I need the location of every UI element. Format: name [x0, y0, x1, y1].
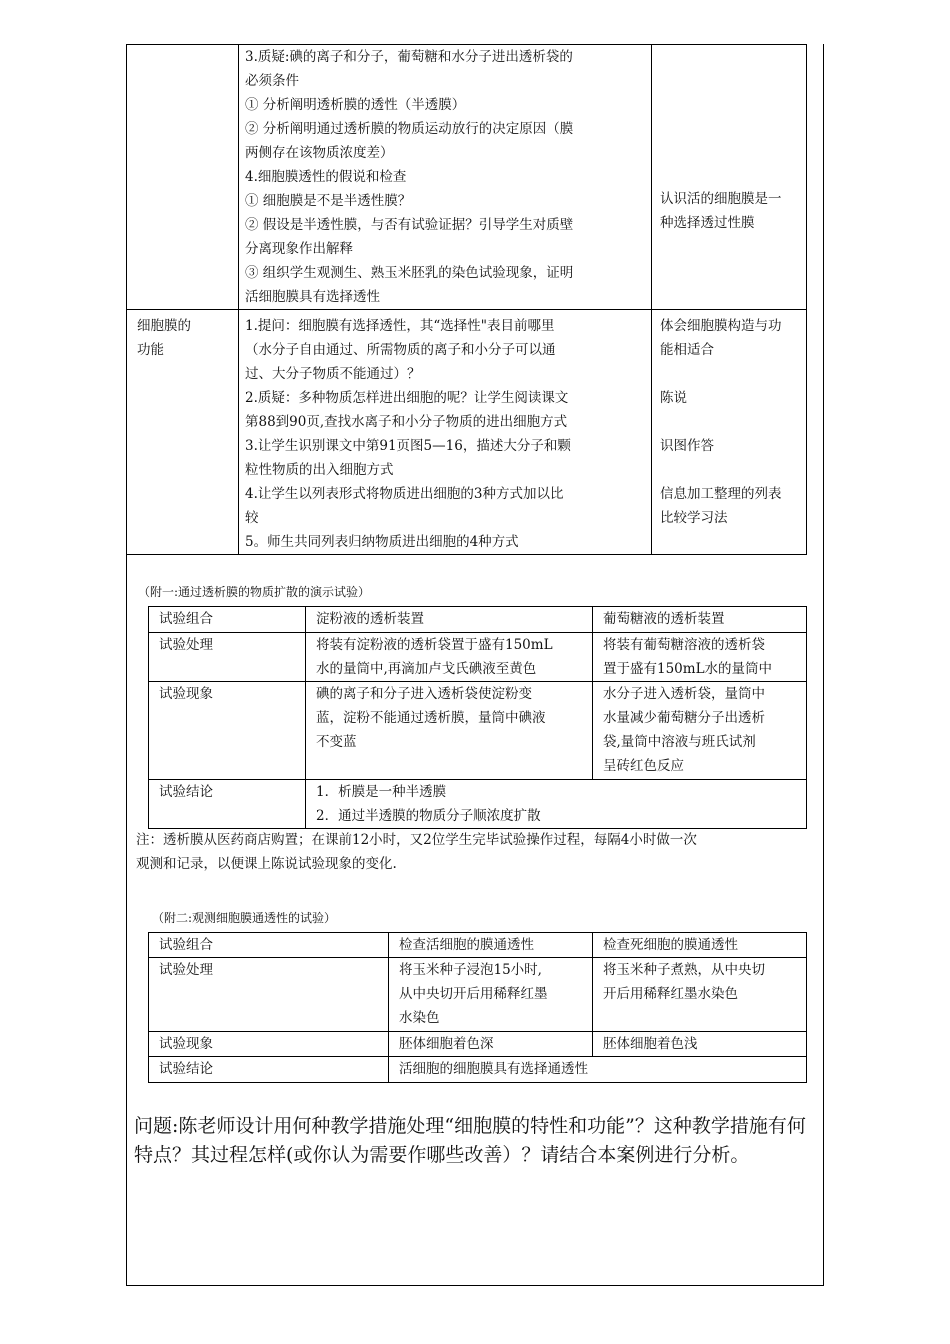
appendix1-table	[148, 606, 807, 829]
purpose-line: 比较学习法	[660, 510, 728, 526]
activity-line: 分离现象作出解释	[245, 241, 353, 257]
cell-line: 呈砖红色反应	[603, 758, 684, 774]
note-line: 注：透析膜从医药商店购置；在课前12小时，又2位学生完毕试验操作过程，每隔4小时做一次	[136, 832, 697, 848]
activity-line: 较	[245, 510, 259, 526]
purpose-line: 信息加工整理的列表	[660, 486, 782, 502]
cell-line: 水量减少葡萄糖分子出透析	[603, 710, 765, 726]
table-row	[149, 633, 807, 682]
activity-line: ② 假设是半透性膜，与否有试验证据？引导学生对质壁	[245, 217, 574, 233]
cell-line: 胚体细胞着色深	[399, 1036, 494, 1052]
activity-line: 2.质疑：多种物质怎样进出细胞的呢？让学生阅读课文	[245, 390, 569, 406]
table-row	[127, 45, 807, 310]
cell-line: 碘的离子和分子进入透析袋使淀粉变	[316, 686, 532, 702]
activity-line: 4.细胞膜透性的假说和检查	[245, 169, 407, 185]
purpose-line: 种选择透过性膜	[660, 215, 755, 231]
cell-line: 将玉米种子煮熟，从中央切	[603, 962, 765, 978]
table-row	[127, 310, 807, 555]
activity-line: 活细胞膜具有选择透性	[245, 289, 380, 305]
row-label: 试验处理	[159, 962, 213, 978]
activity-cell	[239, 310, 652, 555]
cell-line: 水的量筒中,再滴加卢戈氏碘液至黄色	[316, 661, 537, 677]
purpose-line: 能相适合	[660, 342, 714, 358]
topic-cell	[127, 310, 239, 555]
cell-line: 将玉米种子浸泡15小时,	[399, 962, 542, 978]
row-label: 试验现象	[159, 1036, 213, 1052]
table-row	[149, 682, 807, 780]
row-label: 试验结论	[159, 784, 213, 800]
purpose-line	[660, 362, 800, 386]
table-row	[149, 958, 807, 1032]
appendix2-table	[148, 932, 807, 1083]
cell-line: 开后用稀释红墨水染色	[603, 986, 738, 1002]
purpose-line: 陈说	[660, 390, 687, 406]
cell-line: 蓝，淀粉不能通过透析膜，量筒中碘液	[316, 710, 546, 726]
cell-line: 置于盛有150mL水的量筒中	[603, 661, 773, 677]
question-text: 问题:陈老师设计用何种教学措施处理“细胞膜的特性和功能”？这种教学措施有何特点？其过程怎样(或你认为需要作哪些改善）？请结合本案例进行分析。	[134, 1115, 806, 1166]
conclusion-line: 1．析膜是一种半透膜	[316, 784, 447, 800]
activity-line: 过、大分子物质不能通过）？	[245, 366, 421, 382]
purpose-line	[660, 410, 800, 434]
purpose-line	[660, 458, 800, 482]
activity-line: 4.让学生以列表形式将物质进出细胞的3种方式加以比	[245, 486, 564, 502]
activity-line: 3.让学生识别课文中第91页图5—16，描述大分子和颗	[245, 438, 571, 454]
header-cell: 葡萄糖液的透析装置	[603, 611, 725, 627]
activity-line: ③ 组织学生观测生、熟玉米胚乳的染色试验现象，证明	[245, 265, 574, 281]
header-cell: 淀粉液的透析装置	[316, 611, 424, 627]
table-row	[149, 1032, 807, 1057]
activity-line: ① 分析阐明透析膜的透性（半透膜）	[245, 97, 466, 113]
appendix1-caption: （附一:通过透析膜的物质扩散的演示试验）	[138, 585, 371, 599]
topic-line: 细胞膜的	[137, 318, 191, 334]
table-row	[149, 780, 807, 829]
cell-line: 胚体细胞着色浅	[603, 1036, 698, 1052]
table-row	[149, 933, 807, 958]
appendix2-caption: （附二:观测细胞膜通透性的试验）	[152, 911, 337, 925]
purpose-line: 认识活的细胞膜是一	[660, 191, 782, 207]
topic-line: 功能	[137, 342, 164, 358]
cell-line: 不变蓝	[316, 734, 357, 750]
note-line: 观测和记录，以便课上陈说试验现象的变化.	[136, 856, 397, 872]
activity-line: ② 分析阐明通过透析膜的物质运动放行的决定原因（膜	[245, 121, 574, 137]
topic-cell	[127, 45, 239, 310]
purpose-cell	[652, 45, 807, 310]
activity-line: 1.提问：细胞膜有选择透性，其“选择性"表目前哪里	[245, 318, 555, 334]
conclusion-line: 2．通过半透膜的物质分子顺浓度扩散	[316, 808, 541, 824]
cell-line: 从中央切开后用稀释红墨	[399, 986, 548, 1002]
activity-line: 5。师生共同列表归纳物质进出细胞的4种方式	[245, 534, 519, 550]
conclusion-line: 活细胞的细胞膜具有选择通透性	[399, 1061, 588, 1077]
purpose-line: 识图作答	[660, 438, 714, 454]
activity-line: 必须条件	[245, 73, 299, 89]
activity-line: 第88到90页,查找水离子和小分子物质的进出细胞方式	[245, 414, 568, 430]
activity-line: 两侧存在该物质浓度差）	[245, 145, 394, 161]
cell-line: 水分子进入透析袋，量筒中	[603, 686, 765, 702]
row-label: 试验结论	[159, 1061, 213, 1077]
activity-line: （水分子自由通过、所需物质的离子和小分子可以通	[245, 342, 556, 358]
header-cell: 检查死细胞的膜通透性	[603, 937, 738, 953]
cell-line: 将装有葡萄糖溶液的透析袋	[603, 637, 765, 653]
activity-line: 粒性物质的出入细胞方式	[245, 462, 394, 478]
cell-line: 将装有淀粉液的透析袋置于盛有150mL	[316, 637, 553, 653]
lesson-table	[126, 44, 807, 555]
cell-line: 袋,量筒中溶液与班氏试剂	[603, 734, 756, 750]
activity-cell	[239, 45, 652, 310]
table-row	[149, 1057, 807, 1083]
activity-line: 3.质疑:碘的离子和分子，葡萄糖和水分子进出透析袋的	[245, 49, 573, 65]
header-cell: 试验组合	[159, 611, 213, 627]
table-row	[149, 607, 807, 633]
purpose-line: 体会细胞膜构造与功	[660, 318, 782, 334]
activity-line: ① 细胞膜是不是半透性膜？	[245, 193, 412, 209]
row-label: 试验现象	[159, 686, 213, 702]
purpose-cell	[652, 310, 807, 555]
cell-line: 水染色	[399, 1010, 440, 1026]
header-cell: 检查活细胞的膜通透性	[399, 937, 534, 953]
row-label: 试验处理	[159, 637, 213, 653]
header-cell: 试验组合	[159, 937, 213, 953]
